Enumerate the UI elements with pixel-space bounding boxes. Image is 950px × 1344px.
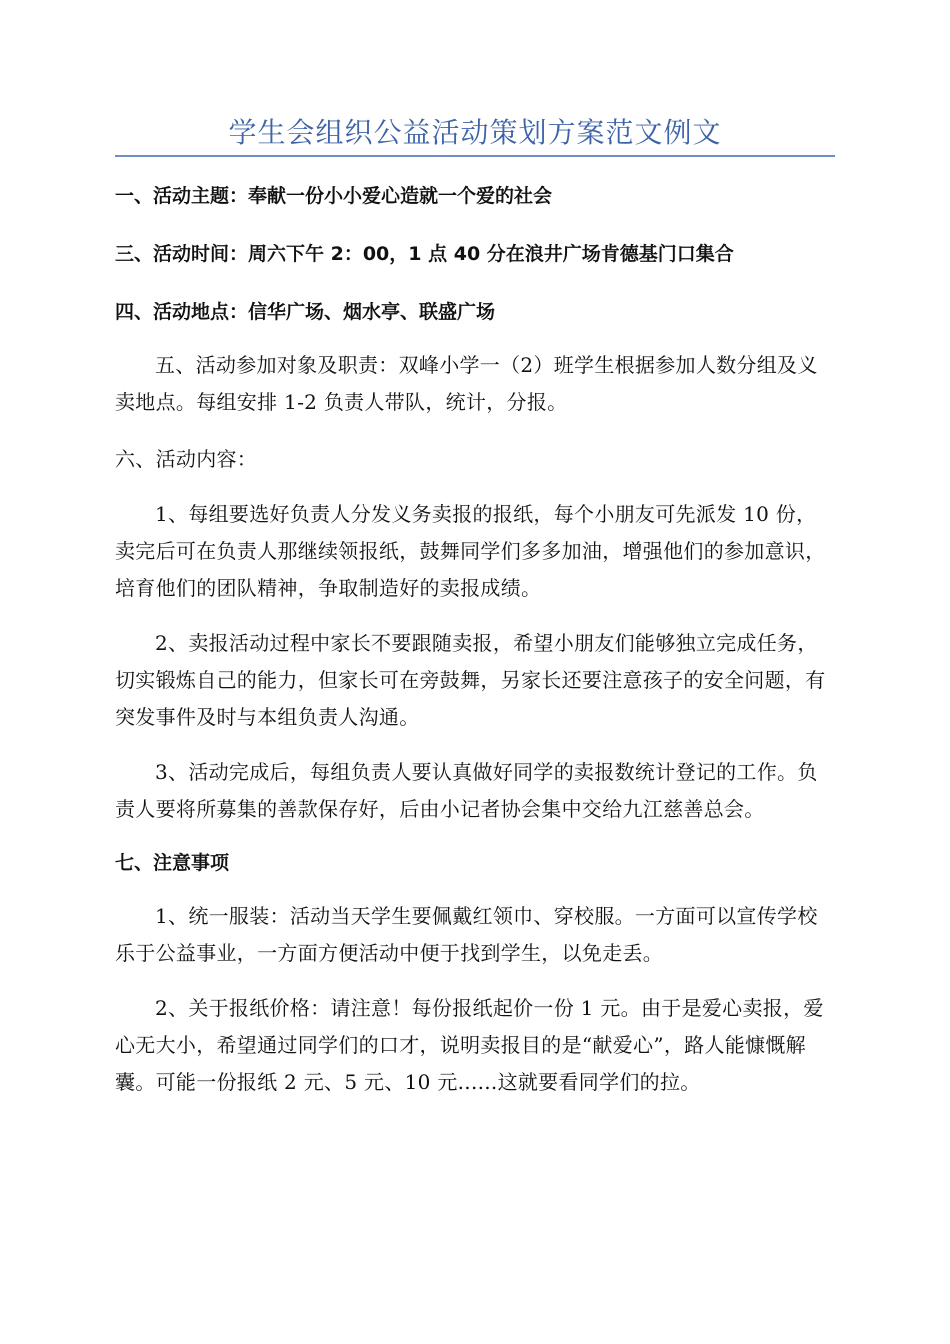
section-time: 三、活动时间：周六下午 2：00，1 点 40 分在浪井广场肯德基门口集合 bbox=[115, 243, 734, 265]
notes-item-1: 1、统一服装：活动当天学生要佩戴红领巾、穿校服。一方面可以宣传学校乐于公益事业，一方面方便活动中便于找到学生，以免走丢。 bbox=[115, 904, 818, 965]
section-notes-heading: 七、注意事项 bbox=[115, 852, 230, 874]
content-item-1: 1、每组要选好负责人分发义务卖报的报纸，每个小朋友可先派发 10 份，卖完后可在负责人那继续领报纸，鼓舞同学们多多加油，增强他们的参加意识，培育他们的团队精神，争取制造好的卖报成绩。 bbox=[115, 502, 826, 600]
section-theme: 一、活动主题：奉献一份小小爱心造就一个爱的社会 bbox=[115, 185, 553, 207]
section-place: 四、活动地点：信华广场、烟水亭、联盛广场 bbox=[115, 301, 496, 323]
document-title: 学生会组织公益活动策划方案范文例文 bbox=[228, 116, 722, 149]
section-content-heading: 六、活动内容： bbox=[115, 447, 258, 471]
document-page bbox=[115, 112, 835, 1101]
content-item-3: 3、活动完成后，每组负责人要认真做好同学的卖报数统计登记的工作。负责人要将所募集的善款保存好，后由小记者协会集中交给九江慈善总会。 bbox=[115, 760, 818, 821]
content-item-2: 2、卖报活动过程中家长不要跟随卖报，希望小朋友们能够独立完成任务，切实锻炼自己的能力，但家长可在旁鼓舞，另家长还要注意孩子的安全问题，有突发事件及时与本组负责人沟通。 bbox=[115, 631, 826, 729]
section-participants: 五、活动参加对象及职责：双峰小学一（2）班学生根据参加人数分组及义卖地点。每组安排 1-2 负责人带队，统计，分报。 bbox=[115, 353, 818, 414]
notes-item-2: 2、关于报纸价格：请注意！每份报纸起价一份 1 元。由于是爱心卖报，爱心无大小，希望通过同学们的口才，说明卖报目的是“献爱心”，路人能慷慨解囊。可能一份报纸 2 元、5 元、10 元......这就要看同学们的拉。 bbox=[115, 996, 824, 1094]
title-underline bbox=[115, 155, 835, 157]
